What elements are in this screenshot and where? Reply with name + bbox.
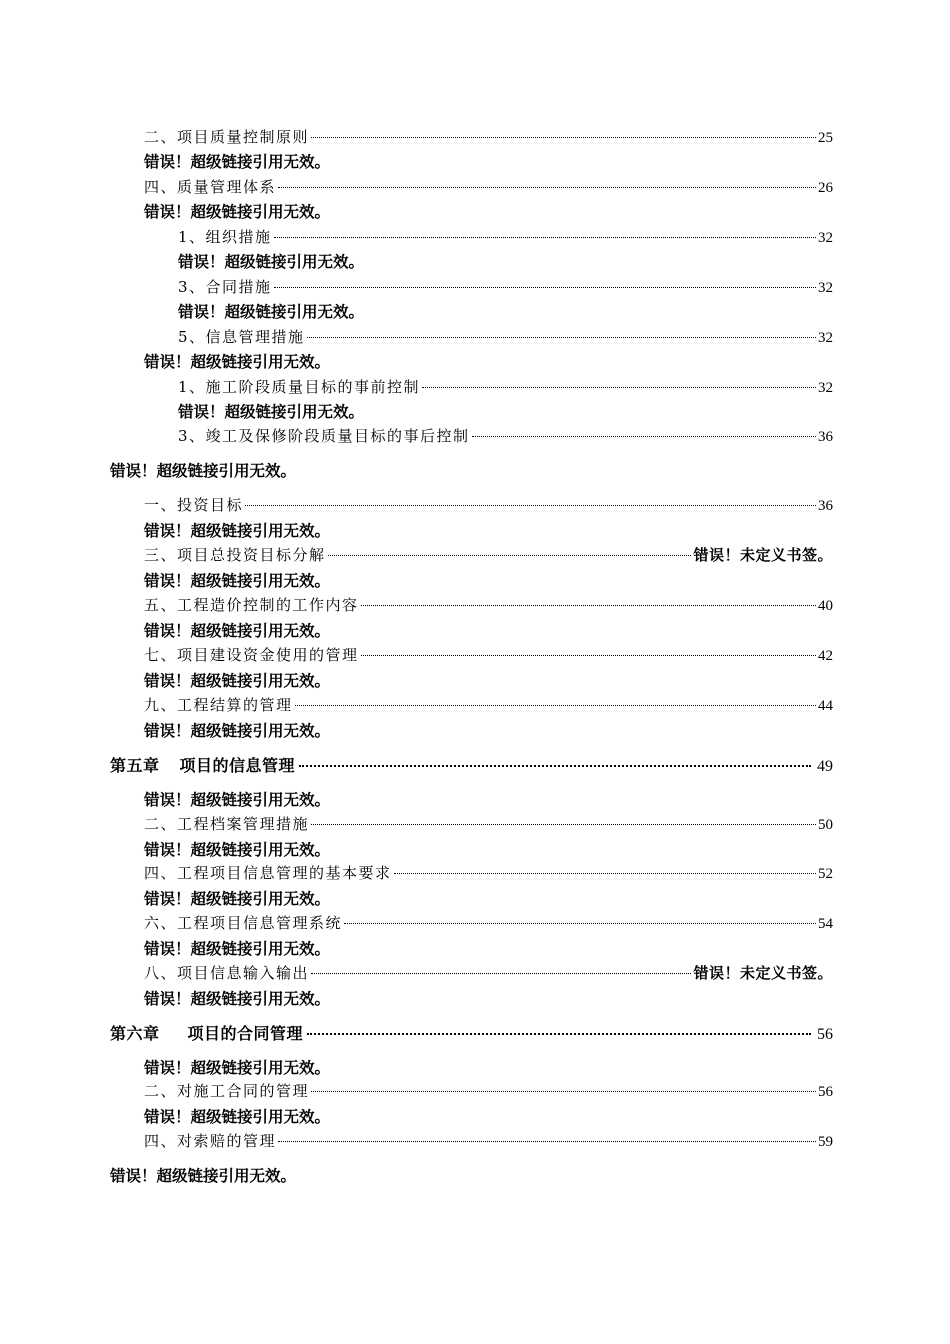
toc-entry[interactable] bbox=[0, 912, 950, 934]
toc-entry-title: 3、合同措施 bbox=[178, 278, 272, 296]
broken-link-error: 错误！超级链接引用无效。 bbox=[144, 791, 331, 809]
broken-link-error: 错误！超级链接引用无效。 bbox=[144, 572, 331, 590]
toc-entry[interactable] bbox=[0, 544, 950, 566]
toc-entry[interactable] bbox=[0, 962, 950, 984]
dot-leader bbox=[472, 436, 816, 437]
toc-entry-page: 36 bbox=[818, 429, 833, 445]
toc-entry-title: 八、项目信息输入输出 bbox=[144, 964, 310, 982]
broken-link-error: 错误！超级链接引用无效。 bbox=[110, 1167, 297, 1185]
toc-entry[interactable] bbox=[0, 862, 950, 884]
chapter-number: 第六章 bbox=[110, 1024, 160, 1043]
toc-entry-page: 36 bbox=[818, 498, 833, 514]
dot-leader bbox=[311, 1091, 816, 1092]
toc-entry[interactable] bbox=[0, 1130, 950, 1152]
broken-link-error: 错误！超级链接引用无效。 bbox=[110, 462, 297, 480]
dot-leader bbox=[361, 655, 816, 656]
toc-entry-title: 四、对索赔的管理 bbox=[144, 1132, 277, 1150]
toc-entry-title: 七、项目建设资金使用的管理 bbox=[144, 646, 359, 664]
toc-entry[interactable] bbox=[0, 326, 950, 348]
dot-leader bbox=[245, 505, 816, 506]
chapter-title: 项目的信息管理 bbox=[179, 756, 296, 775]
dot-leader bbox=[394, 873, 816, 874]
dot-leader bbox=[278, 187, 816, 188]
toc-entry[interactable] bbox=[0, 276, 950, 298]
toc-entry-page: 54 bbox=[818, 916, 833, 932]
toc-entry[interactable] bbox=[0, 1080, 950, 1102]
toc-entry-title: 1、组织措施 bbox=[178, 228, 272, 246]
broken-link-error: 错误！超级链接引用无效。 bbox=[178, 303, 365, 321]
broken-link-error: 错误！超级链接引用无效。 bbox=[144, 153, 331, 171]
toc-entry-page: 44 bbox=[818, 698, 833, 714]
toc-entry-title: 三、项目总投资目标分解 bbox=[144, 546, 326, 564]
toc-entry-page: 32 bbox=[818, 330, 833, 346]
toc-entry-page: 59 bbox=[818, 1134, 833, 1150]
toc-entry-title: 四、工程项目信息管理的基本要求 bbox=[144, 864, 392, 882]
broken-link-error: 错误！超级链接引用无效。 bbox=[144, 353, 331, 371]
toc-entry[interactable] bbox=[0, 425, 950, 447]
toc-entry-page-error: 错误！未定义书签。 bbox=[693, 546, 833, 564]
toc-entry[interactable] bbox=[0, 226, 950, 248]
broken-link-error: 错误！超级链接引用无效。 bbox=[144, 841, 331, 859]
dot-leader bbox=[295, 705, 816, 706]
toc-entry[interactable] bbox=[0, 176, 950, 198]
toc-entry-page: 49 bbox=[817, 758, 833, 775]
dot-leader bbox=[299, 765, 811, 767]
toc-entry-page: 56 bbox=[817, 1026, 833, 1043]
broken-link-error: 错误！超级链接引用无效。 bbox=[144, 203, 331, 221]
toc-entry[interactable] bbox=[0, 126, 950, 148]
broken-link-error: 错误！超级链接引用无效。 bbox=[144, 1108, 331, 1126]
toc-entry-title: 二、工程档案管理措施 bbox=[144, 815, 310, 833]
toc-entry[interactable] bbox=[0, 376, 950, 398]
dot-leader bbox=[278, 1141, 816, 1142]
toc-entry-page: 32 bbox=[818, 380, 833, 396]
toc-entry-page-error: 错误！未定义书签。 bbox=[693, 964, 833, 982]
dot-leader bbox=[361, 605, 816, 606]
toc-chapter-entry[interactable] bbox=[0, 1021, 950, 1043]
dot-leader bbox=[328, 555, 692, 556]
broken-link-error: 错误！超级链接引用无效。 bbox=[144, 940, 331, 958]
dot-leader bbox=[311, 973, 691, 974]
toc-entry-title: 六、工程项目信息管理系统 bbox=[144, 914, 343, 932]
toc-entry[interactable] bbox=[0, 594, 950, 616]
dot-leader bbox=[274, 287, 816, 288]
toc-entry-title: 五、工程造价控制的工作内容 bbox=[144, 596, 359, 614]
broken-link-error: 错误！超级链接引用无效。 bbox=[144, 672, 331, 690]
dot-leader bbox=[311, 137, 816, 138]
toc-entry-page: 25 bbox=[818, 130, 833, 146]
toc-entry-title: 1、施工阶段质量目标的事前控制 bbox=[178, 378, 421, 396]
dot-leader bbox=[422, 387, 816, 388]
toc-entry-title: 5、信息管理措施 bbox=[178, 328, 305, 346]
toc-entry[interactable] bbox=[0, 644, 950, 666]
broken-link-error: 错误！超级链接引用无效。 bbox=[144, 522, 331, 540]
dot-leader bbox=[307, 337, 816, 338]
dot-leader bbox=[311, 824, 816, 825]
broken-link-error: 错误！超级链接引用无效。 bbox=[178, 253, 365, 271]
chapter-title: 项目的合同管理 bbox=[187, 1024, 304, 1043]
toc-entry-page: 32 bbox=[818, 230, 833, 246]
broken-link-error: 错误！超级链接引用无效。 bbox=[144, 890, 331, 908]
toc-entry[interactable] bbox=[0, 694, 950, 716]
toc-entry-page: 56 bbox=[818, 1084, 833, 1100]
toc-entry[interactable] bbox=[0, 494, 950, 516]
chapter-number: 第五章 bbox=[110, 756, 160, 775]
toc-entry-title: 3、竣工及保修阶段质量目标的事后控制 bbox=[178, 427, 470, 445]
dot-leader bbox=[344, 923, 816, 924]
toc-entry-title: 一、投资目标 bbox=[144, 496, 244, 514]
toc-chapter-entry[interactable] bbox=[0, 753, 950, 775]
toc-entry-page: 26 bbox=[818, 180, 833, 196]
toc-entry[interactable] bbox=[0, 813, 950, 835]
broken-link-error: 错误！超级链接引用无效。 bbox=[144, 722, 331, 740]
broken-link-error: 错误！超级链接引用无效。 bbox=[144, 622, 331, 640]
toc-entry-page: 42 bbox=[818, 648, 833, 664]
toc-entry-title: 二、项目质量控制原则 bbox=[144, 128, 310, 146]
dot-leader bbox=[274, 237, 816, 238]
broken-link-error: 错误！超级链接引用无效。 bbox=[178, 403, 365, 421]
toc-entry-page: 50 bbox=[818, 817, 833, 833]
dot-leader bbox=[307, 1033, 811, 1035]
broken-link-error: 错误！超级链接引用无效。 bbox=[144, 1059, 331, 1077]
toc-entry-page: 40 bbox=[818, 598, 833, 614]
toc-entry-title: 四、质量管理体系 bbox=[144, 178, 277, 196]
toc-entry-title: 二、对施工合同的管理 bbox=[144, 1082, 310, 1100]
toc-entry-page: 52 bbox=[818, 866, 833, 882]
toc-entry-page: 32 bbox=[818, 280, 833, 296]
toc-entry-title: 九、工程结算的管理 bbox=[144, 696, 293, 714]
broken-link-error: 错误！超级链接引用无效。 bbox=[144, 990, 331, 1008]
